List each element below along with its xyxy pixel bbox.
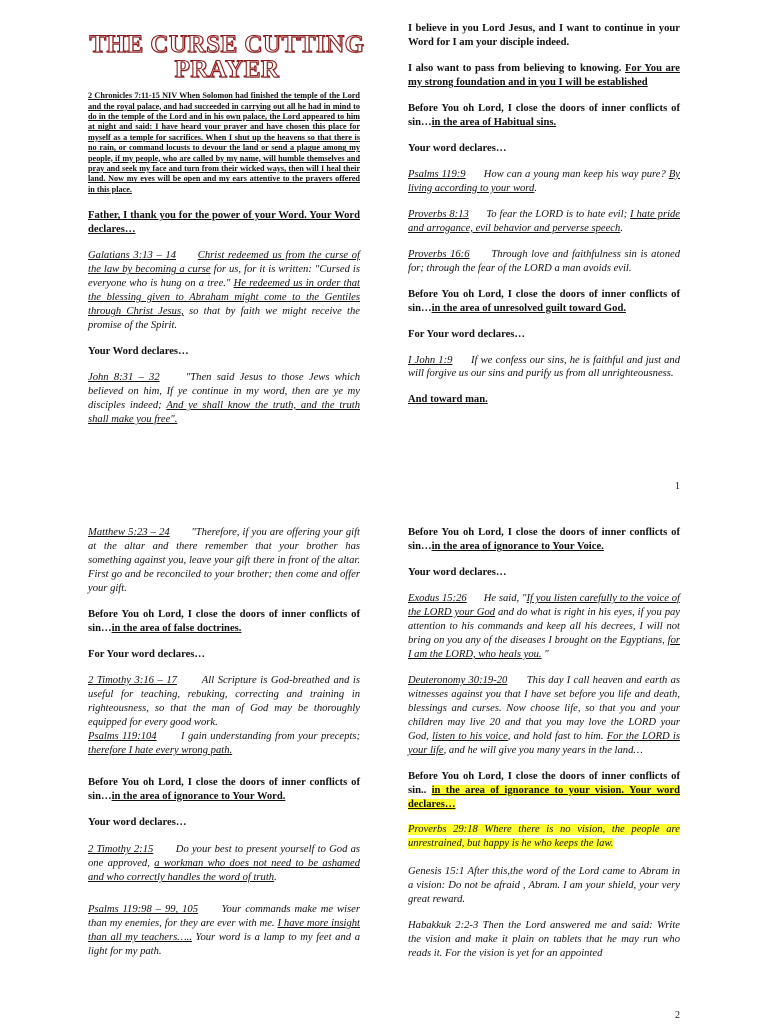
for-your-word-declares: For Your word declares… bbox=[408, 328, 526, 340]
john-ref: John 8:31 – 32 bbox=[88, 371, 160, 383]
2-timothy-3-16-verse: 2 Timothy 3:16 – 17 All Scripture is God-breathed and is useful for teaching, rebuking, correcting and training in righteousness, so that the man of God may be thoroughly equipped for every good work. bbox=[88, 674, 360, 728]
deuteronomy-verse: Deuteronomy 30:19-20 This day I call heaven and earth as witnesses against you that I have set before you life and death, blessings and curses. Now choose life, so that you and your children may live 20 and that you may love the LORD your God, listen to his voice, and hold fast to him. For the LORD is your life, and he will give you many years in the land… bbox=[408, 674, 681, 756]
page1-right-column bbox=[408, 22, 680, 407]
page-title: THE CURSE CUTTING PRAYER bbox=[89, 31, 365, 83]
psalms-119-98-verse: Psalms 119:98 – 99, 105 Your commands make me wiser than my enemies, for they are ever with me. I have more insight than all my teachers….. Your word is a lamp to my feet and a light for my path. bbox=[88, 904, 360, 958]
close-door-habitual: Before You oh Lord, I close the doors of inner conflicts of sin…in the area of Habitual sins. bbox=[408, 102, 680, 128]
your-word-declares: Your word declares… bbox=[408, 142, 507, 154]
father-heading: Father, I thank you for the power of your Word. Your Word declares… bbox=[88, 210, 360, 236]
page-number: 2 bbox=[675, 1010, 680, 1021]
exodus-15-26-verse: Exodus 15:26 He said, "If you listen carefully to the voice of the LORD your God and do what is right in his eyes, if you pay attention to his commands and keep all his decrees, I will not bring on you any of the diseases I brought on the Egyptians, for I am the LORD, who heals you. " bbox=[408, 592, 680, 660]
your-word-declares: Your Word declares… bbox=[88, 346, 189, 357]
proverbs-16-6-verse: Proverbs 16:6 Through love and faithfulness sin is atoned for; through the fear of the LORD a man avoids evil. bbox=[408, 248, 681, 274]
for-your-word-declares: For Your word declares… bbox=[88, 648, 206, 660]
galatians-ref: Galatians 3:13 – 14 bbox=[88, 250, 176, 262]
page2-left-column bbox=[88, 526, 360, 959]
page-number: 1 bbox=[675, 481, 680, 492]
toward-man: And toward man. bbox=[408, 394, 488, 406]
psalms-119-9-verse: Psalms 119:9 How can a young man keep his way pure? By living according to your word. bbox=[408, 168, 680, 194]
psalms-119-104-verse: Psalms 119:104 I gain understanding from your precepts; therefore I hate every wrong path. bbox=[88, 730, 360, 756]
page1-left-column bbox=[88, 83, 360, 427]
page2-right-column bbox=[408, 526, 680, 961]
close-door-ignorance-word: Before You oh Lord, I close the doors of inner conflicts of sin…in the area of ignorance to Your Word. bbox=[88, 776, 360, 802]
galatians-verse: Galatians 3:13 – 14 Christ redeemed us from the curse of the law by becoming a curse for us, for it is written: "Cursed is everyone who is hung on a tree." He redeemed us in order that the blessing given to Abraham might come to the Gentiles through Christ Jesus, so that by faith we might receive the promise of the Spirit. bbox=[88, 250, 361, 332]
your-word-declares: Your word declares… bbox=[408, 566, 507, 578]
proverbs-29-18-verse: Proverbs 29:18 Where there is no vision, the people are unrestrained, but happy is he who keeps the law. bbox=[408, 824, 680, 850]
proverbs-8-13-verse: Proverbs 8:13 To fear the LORD is to hate evil; I hate pride and arrogance, evil behavior and perverse speech. bbox=[408, 208, 681, 234]
2-timothy-2-15-verse: 2 Timothy 2:15 Do your best to present yourself to God as one approved, a workman who does not need to be ashamed and who correctly handles the word of truth. bbox=[88, 844, 361, 884]
close-door-vision: Before You oh Lord, I close the doors of inner conflicts of sin.. in the area of ignorance to your vision. Your word declares… bbox=[408, 770, 681, 810]
1-john-1-9-verse: I John 1:9 If we confess our sins, he is faithful and just and will forgive us our sins and purify us from all unrighteousness. bbox=[408, 354, 680, 380]
john-verse: John 8:31 – 32 "Then said Jesus to those Jews which believed on him, If ye continue in my word, then are ye my disciples indeed; And ye shall know the truth, and the truth shall make you free". bbox=[88, 371, 360, 425]
matthew-verse: Matthew 5:23 – 24 "Therefore, if you are offering your gift at the altar and there remember that your brother has something against you, leave your gift there in front of the altar. First go and be reconciled to your brother; then come and offer your gift. bbox=[88, 527, 361, 594]
intro-passage: 2 Chronicles 7:11-15 NIV When Solomon had finished the temple of the Lord and the royal palace, and had succeeded in carrying out all he had in mind to do in the temple of the Lord and in his own palace, the Lord appeared to him at night and said: I have heard your prayer and have chosen this place for myself as a temple for sacrifices. When I shut up the heavens so that there is no rain, or command locusts to devour the land or send a plague among my people, if my people, who are called by my name, will humble themselves and pray and seek my face and turn from their wicked ways, then will I heal their land. Now my eyes will be open and my ears attentive to the prayers offered in this place. bbox=[88, 91, 360, 194]
knowing-paragraph: I also want to pass from believing to knowing. For You are my strong foundation and in you I will be established bbox=[408, 62, 680, 88]
close-door-ignorance-voice: Before You oh Lord, I close the doors of inner conflicts of sin…in the area of ignorance to Your Voice. bbox=[408, 527, 680, 552]
believe-paragraph: I believe in you Lord Jesus, and I want to continue in your Word for I am your disciple indeed. bbox=[408, 23, 680, 48]
your-word-declares: Your word declares… bbox=[88, 816, 187, 828]
genesis-15-1-verse: Genesis 15:1 After this,the word of the Lord came to Abram in a vision: Do not be afraid , Abram. I am your shield, your very great reward. bbox=[408, 866, 680, 906]
habakkuk-verse: Habakkuk 2:2-3 Then the Lord answered me and said: Write the vision and make it plain on tablets that he may run who reads it. For the vision is yet for an appointed bbox=[408, 920, 680, 960]
close-door-doctrines: Before You oh Lord, I close the doors of inner conflicts of sin…in the area of false doctrines. bbox=[88, 608, 360, 634]
close-door-guilt: Before You oh Lord, I close the doors of inner conflicts of sin…in the area of unresolved guilt toward God. bbox=[408, 288, 680, 314]
